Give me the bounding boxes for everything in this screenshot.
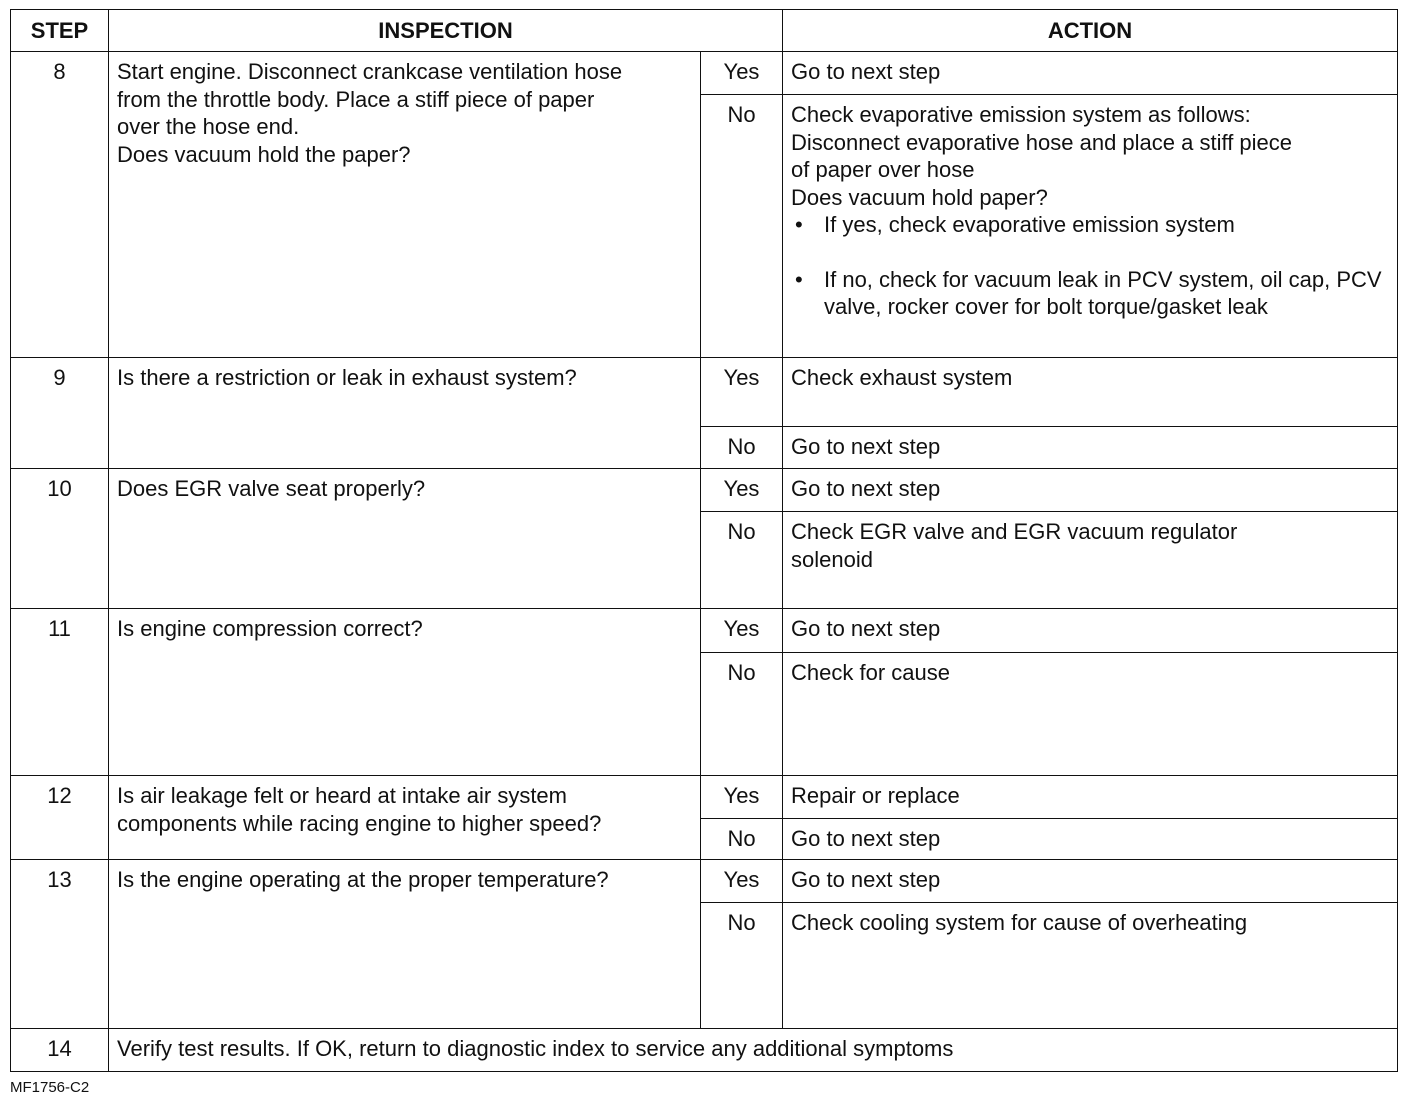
final-instruction: Verify test results. If OK, return to diagnostic index to service any additional symptoms <box>109 1029 1398 1072</box>
action-bullets <box>791 211 1389 321</box>
no-label: No <box>701 653 783 776</box>
step-number: 12 <box>11 776 109 860</box>
no-label: No <box>701 819 783 860</box>
no-action: Go to next step <box>783 427 1398 469</box>
inspection-line: Does vacuum hold the paper? <box>117 141 411 167</box>
yes-label: Yes <box>701 776 783 819</box>
yes-label: Yes <box>701 469 783 512</box>
yes-label: Yes <box>701 358 783 427</box>
yes-action: Go to next step <box>783 469 1398 512</box>
no-label: No <box>701 903 783 1029</box>
figure-caption: MF1756-C2 <box>10 1079 90 1096</box>
table-row <box>11 609 1398 653</box>
table-row <box>11 860 1398 903</box>
no-action: Check cooling system for cause of overheating <box>783 903 1398 1029</box>
action-line: solenoid <box>791 546 873 572</box>
table-row <box>11 358 1398 427</box>
step-number: 11 <box>11 609 109 776</box>
header-row <box>11 10 1398 52</box>
yes-action: Go to next step <box>783 52 1398 95</box>
action-line: Check evaporative emission system as follows: <box>791 102 1251 127</box>
no-action <box>783 512 1398 609</box>
action-line: of paper over hose <box>791 157 975 182</box>
inspection-text: Is there a restriction or leak in exhaust system? <box>109 358 701 469</box>
yes-label: Yes <box>701 52 783 95</box>
no-label: No <box>701 95 783 358</box>
table-row <box>11 469 1398 512</box>
table-row <box>11 52 1398 95</box>
yes-action: Go to next step <box>783 860 1398 903</box>
step-number: 8 <box>11 52 109 358</box>
header-step: STEP <box>11 10 109 52</box>
header-action: ACTION <box>783 10 1398 52</box>
bullet-item: • If yes, check evaporative emission system <box>791 211 1389 239</box>
inspection-line: from the throttle body. Place a stiff piece of paper <box>117 86 595 112</box>
step-number: 9 <box>11 358 109 469</box>
inspection-text: Does EGR valve seat properly? <box>109 469 701 609</box>
inspection-line: Start engine. Disconnect crankcase ventilation hose <box>117 59 623 84</box>
yes-label: Yes <box>701 860 783 903</box>
action-line: Check EGR valve and EGR vacuum regulator <box>791 519 1238 544</box>
table-row <box>11 776 1398 819</box>
inspection-text: Is engine compression correct? <box>109 609 701 776</box>
diagnostic-table <box>10 9 1398 1072</box>
table-row <box>11 1029 1398 1072</box>
step-number: 14 <box>11 1029 109 1072</box>
no-action: Check for cause <box>783 653 1398 776</box>
header-inspection: INSPECTION <box>109 10 783 52</box>
yes-action: Go to next step <box>783 609 1398 653</box>
action-line: Does vacuum hold paper? <box>791 184 1048 210</box>
inspection-text <box>109 52 701 358</box>
no-label: No <box>701 512 783 609</box>
action-line: Disconnect evaporative hose and place a stiff piece <box>791 129 1293 155</box>
inspection-line: over the hose end. <box>117 114 300 139</box>
yes-label: Yes <box>701 609 783 653</box>
inspection-text: Is the engine operating at the proper temperature? <box>109 860 701 1029</box>
bullet-item: • If no, check for vacuum leak in PCV system, oil cap, PCV valve, rocker cover for bolt torque/gasket leak <box>791 266 1389 321</box>
no-action: Go to next step <box>783 819 1398 860</box>
yes-action: Check exhaust system <box>783 358 1398 427</box>
no-label: No <box>701 427 783 469</box>
step-number: 10 <box>11 469 109 609</box>
inspection-line: Is air leakage felt or heard at intake air system <box>117 783 567 808</box>
inspection-line: components while racing engine to higher speed? <box>117 810 602 836</box>
yes-action: Repair or replace <box>783 776 1398 819</box>
step-number: 13 <box>11 860 109 1029</box>
no-action <box>783 95 1398 358</box>
inspection-text <box>109 776 701 860</box>
